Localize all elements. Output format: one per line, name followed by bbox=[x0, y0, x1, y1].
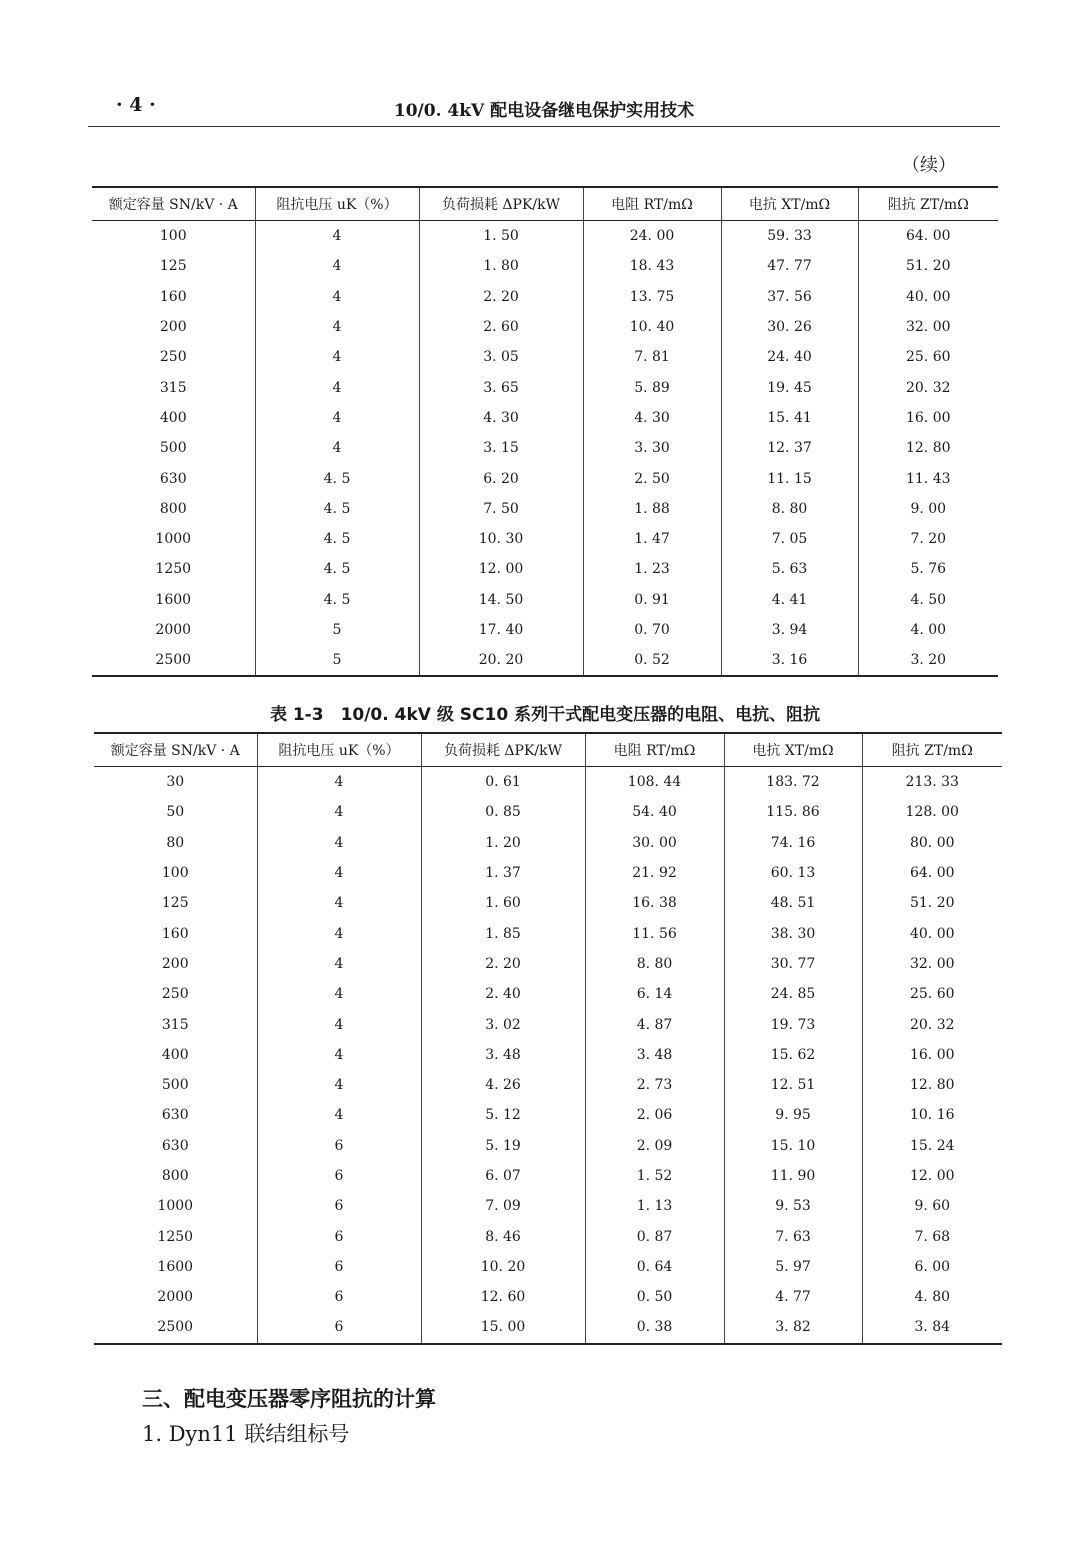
table-cell: 25. 60 bbox=[862, 979, 1002, 1009]
table-cell: 11. 90 bbox=[724, 1161, 862, 1191]
table-cell: 1250 bbox=[155, 561, 192, 578]
table-cell: 3. 02 bbox=[421, 1009, 585, 1039]
table-cell: 2. 09 bbox=[585, 1131, 724, 1161]
table-row bbox=[94, 918, 1002, 948]
table-cell: 8. 46 bbox=[421, 1221, 585, 1251]
table-cell: 4 bbox=[255, 282, 419, 312]
table-cell: 24. 85 bbox=[724, 979, 862, 1009]
table-cell: 20. 20 bbox=[419, 645, 583, 676]
table-cell: 0. 52 bbox=[583, 645, 721, 676]
table-cell: 1. 50 bbox=[419, 221, 583, 252]
table-row bbox=[94, 1252, 1002, 1282]
table-cell: 40. 00 bbox=[858, 282, 998, 312]
table-cell: 4 bbox=[257, 979, 421, 1009]
table-cell: 8. 80 bbox=[585, 949, 724, 979]
table-cell: 4 bbox=[257, 767, 421, 798]
table-cell: 3. 84 bbox=[862, 1312, 1002, 1343]
table-cell: 48. 51 bbox=[724, 888, 862, 918]
table-cell: 74. 16 bbox=[724, 828, 862, 858]
table-cell: 6 bbox=[257, 1131, 421, 1161]
table-body bbox=[94, 767, 1002, 1344]
table-row bbox=[94, 797, 1002, 827]
table-cell: 6 bbox=[257, 1161, 421, 1191]
table-cell: 59. 33 bbox=[721, 221, 858, 252]
column-header: 阻抗 ZT/mΩ bbox=[858, 187, 998, 221]
table-row bbox=[92, 554, 998, 584]
table-cell: 1. 88 bbox=[583, 494, 721, 524]
table-cell: 1600 bbox=[155, 591, 192, 608]
table-cell: 3. 05 bbox=[419, 342, 583, 372]
table-cell: 4 bbox=[255, 403, 419, 433]
table-cell: 4. 77 bbox=[724, 1282, 862, 1312]
table-cell: 4 bbox=[257, 858, 421, 888]
table-cell: 0. 85 bbox=[421, 797, 585, 827]
table-cell: 1. 23 bbox=[583, 554, 721, 584]
table-cell: 51. 20 bbox=[858, 251, 998, 281]
table-cell: 8. 80 bbox=[721, 494, 858, 524]
column-header: 阻抗 ZT/mΩ bbox=[862, 733, 1002, 767]
table-cell: 9. 95 bbox=[724, 1100, 862, 1130]
table-cell: 3. 16 bbox=[721, 645, 858, 676]
table-cell: 9. 00 bbox=[858, 494, 998, 524]
table-row bbox=[94, 1040, 1002, 1070]
table-cell: 5. 19 bbox=[421, 1131, 585, 1161]
table-cell: 12. 80 bbox=[862, 1070, 1002, 1100]
table-cell: 9. 60 bbox=[862, 1191, 1002, 1221]
table-cell: 14. 50 bbox=[419, 585, 583, 615]
table-row bbox=[92, 524, 998, 554]
table-cell: 47. 77 bbox=[721, 251, 858, 281]
table-cell: 6. 07 bbox=[421, 1161, 585, 1191]
running-header bbox=[88, 92, 1000, 127]
table-cell: 3. 65 bbox=[419, 372, 583, 402]
table-cell: 7. 68 bbox=[862, 1221, 1002, 1251]
table-cell: 213. 33 bbox=[862, 767, 1002, 798]
table-cell: 11. 15 bbox=[721, 463, 858, 493]
table-cell: 24. 40 bbox=[721, 342, 858, 372]
table-cell: 800 bbox=[159, 500, 187, 517]
continued-label: （续） bbox=[902, 155, 956, 176]
table-cell: 1. 85 bbox=[421, 918, 585, 948]
table-cell: 19. 73 bbox=[724, 1009, 862, 1039]
table-cell: 16. 00 bbox=[862, 1040, 1002, 1070]
table-cell: 5 bbox=[255, 615, 419, 645]
table-caption: 表 1-3 10/0. 4kV 级 SC10 系列干式配电变压器的电阻、电抗、阻抗 bbox=[269, 705, 821, 725]
column-header: 负荷损耗 ΔPK/kW bbox=[419, 187, 583, 221]
table-cell: 30 bbox=[166, 774, 185, 791]
table-cell: 15. 10 bbox=[724, 1131, 862, 1161]
table-cell: 7. 63 bbox=[724, 1221, 862, 1251]
table-cell: 54. 40 bbox=[585, 797, 724, 827]
table-cell: 2. 20 bbox=[421, 949, 585, 979]
table-cell: 1. 37 bbox=[421, 858, 585, 888]
table-cell: 183. 72 bbox=[724, 767, 862, 798]
table-cell: 6 bbox=[257, 1221, 421, 1251]
table-cell: 4. 30 bbox=[419, 403, 583, 433]
table-cell: 37. 56 bbox=[721, 282, 858, 312]
table-cell: 3. 20 bbox=[858, 645, 998, 676]
table-row bbox=[92, 403, 998, 433]
table-row bbox=[94, 1009, 1002, 1039]
table-cell: 50 bbox=[166, 804, 185, 821]
table-cell: 12. 80 bbox=[858, 433, 998, 463]
table-cell: 6 bbox=[257, 1282, 421, 1312]
table-cell: 4. 5 bbox=[255, 463, 419, 493]
table-cell: 5. 12 bbox=[421, 1100, 585, 1130]
table-cell: 4. 5 bbox=[255, 585, 419, 615]
table-cell: 0. 64 bbox=[585, 1252, 724, 1282]
table-header-row bbox=[94, 733, 1002, 767]
column-header: 负荷损耗 ΔPK/kW bbox=[421, 733, 585, 767]
page-number: · 4 · bbox=[116, 94, 156, 116]
table-cell: 3. 30 bbox=[583, 433, 721, 463]
table-cell: 2000 bbox=[157, 1289, 194, 1306]
table-cell: 4 bbox=[257, 828, 421, 858]
table-cell: 5. 63 bbox=[721, 554, 858, 584]
table-cell: 400 bbox=[161, 1046, 189, 1063]
table-cell: 4 bbox=[255, 251, 419, 281]
table-cell: 2. 60 bbox=[419, 312, 583, 342]
table-cell: 1000 bbox=[157, 1198, 194, 1215]
table-cell: 0. 61 bbox=[421, 767, 585, 798]
table-cell: 3. 82 bbox=[724, 1312, 862, 1343]
table-cell: 4 bbox=[255, 312, 419, 342]
table-cell: 38. 30 bbox=[724, 918, 862, 948]
table-cell: 1250 bbox=[157, 1228, 194, 1245]
table-cell: 128. 00 bbox=[862, 797, 1002, 827]
table-cell: 2. 50 bbox=[583, 463, 721, 493]
table-row bbox=[92, 494, 998, 524]
table-row bbox=[92, 463, 998, 493]
table-cell: 15. 00 bbox=[421, 1312, 585, 1343]
table-cell: 16. 38 bbox=[585, 888, 724, 918]
table-cell: 30. 26 bbox=[721, 312, 858, 342]
table-cell: 6. 14 bbox=[585, 979, 724, 1009]
table-cell: 7. 20 bbox=[858, 524, 998, 554]
table-row bbox=[94, 888, 1002, 918]
table-cell: 2. 20 bbox=[419, 282, 583, 312]
subsection-heading: 1. Dyn11 联结组标号 bbox=[142, 1422, 350, 1446]
table-cell: 15. 24 bbox=[862, 1131, 1002, 1161]
table-cell: 4 bbox=[257, 797, 421, 827]
table-cell: 21. 92 bbox=[585, 858, 724, 888]
table-cell: 10. 30 bbox=[419, 524, 583, 554]
table-body bbox=[92, 221, 998, 677]
column-header: 电抗 XT/mΩ bbox=[724, 733, 862, 767]
table-row bbox=[94, 1312, 1002, 1343]
table-row bbox=[92, 312, 998, 342]
table-cell: 2. 73 bbox=[585, 1070, 724, 1100]
table-cell: 3. 15 bbox=[419, 433, 583, 463]
table-cell: 5 bbox=[255, 645, 419, 676]
table-cell: 2500 bbox=[92, 645, 255, 676]
table-cell: 200 bbox=[161, 955, 189, 972]
table-row bbox=[94, 1131, 1002, 1161]
table-cell: 0. 70 bbox=[583, 615, 721, 645]
table-cell: 11. 56 bbox=[585, 918, 724, 948]
column-header: 阻抗电压 uK（%） bbox=[255, 187, 419, 221]
table-cell: 7. 50 bbox=[419, 494, 583, 524]
table-cell: 4. 41 bbox=[721, 585, 858, 615]
table-cell: 11. 43 bbox=[858, 463, 998, 493]
table-row bbox=[92, 372, 998, 402]
table-cell: 6. 00 bbox=[862, 1252, 1002, 1282]
table-cell: 200 bbox=[159, 319, 187, 336]
table-cell: 4. 87 bbox=[585, 1009, 724, 1039]
table-cell: 2. 06 bbox=[585, 1100, 724, 1130]
table-cell: 108. 44 bbox=[585, 767, 724, 798]
table-cell: 20. 32 bbox=[858, 372, 998, 402]
table-cell: 1000 bbox=[155, 531, 192, 548]
table-cell: 80. 00 bbox=[862, 828, 1002, 858]
table-cell: 3. 48 bbox=[421, 1040, 585, 1070]
section-heading: 三、配电变压器零序阻抗的计算 bbox=[142, 1387, 436, 1411]
column-header: 电阻 RT/mΩ bbox=[585, 733, 724, 767]
table-cell: 30. 00 bbox=[585, 828, 724, 858]
table-cell: 4 bbox=[255, 433, 419, 463]
table-row bbox=[92, 251, 998, 281]
table-cell: 4 bbox=[255, 372, 419, 402]
table-cell: 15. 41 bbox=[721, 403, 858, 433]
table-row bbox=[94, 1221, 1002, 1251]
table-cell: 5. 89 bbox=[583, 372, 721, 402]
table-cell: 16. 00 bbox=[858, 403, 998, 433]
table-cell: 160 bbox=[159, 288, 187, 305]
book-title: 10/0. 4kV 配电设备继电保护实用技术 bbox=[393, 101, 695, 121]
table-cell: 7. 09 bbox=[421, 1191, 585, 1221]
table-row bbox=[94, 858, 1002, 888]
table-row bbox=[94, 1070, 1002, 1100]
table-cell: 12. 00 bbox=[862, 1161, 1002, 1191]
table-cell: 315 bbox=[161, 1016, 189, 1033]
table-cell: 6 bbox=[257, 1191, 421, 1221]
table-row bbox=[92, 342, 998, 372]
table-cell: 12. 37 bbox=[721, 433, 858, 463]
table-cell: 115. 86 bbox=[724, 797, 862, 827]
table-cell: 30. 77 bbox=[724, 949, 862, 979]
table-cell: 250 bbox=[159, 349, 187, 366]
table-cell: 4. 30 bbox=[583, 403, 721, 433]
table-cell: 24. 00 bbox=[583, 221, 721, 252]
table-cell: 10. 20 bbox=[421, 1252, 585, 1282]
table-cell: 1. 47 bbox=[583, 524, 721, 554]
table-cell: 5. 97 bbox=[724, 1252, 862, 1282]
table-cell: 250 bbox=[161, 986, 189, 1003]
table-header-row bbox=[92, 187, 998, 221]
column-header: 电阻 RT/mΩ bbox=[583, 187, 721, 221]
table-cell: 1. 52 bbox=[585, 1161, 724, 1191]
table-cell: 2500 bbox=[94, 1312, 257, 1343]
table-row bbox=[94, 979, 1002, 1009]
table-row bbox=[92, 615, 998, 645]
table-cell: 7. 05 bbox=[721, 524, 858, 554]
table-cell: 160 bbox=[161, 925, 189, 942]
table-row bbox=[92, 221, 998, 252]
table-cell: 12. 60 bbox=[421, 1282, 585, 1312]
table-cell: 3. 94 bbox=[721, 615, 858, 645]
table-cell: 6. 20 bbox=[419, 463, 583, 493]
table-row bbox=[92, 645, 998, 676]
table-cell: 17. 40 bbox=[419, 615, 583, 645]
table-cell: 80 bbox=[166, 834, 185, 851]
table-cell: 4. 5 bbox=[255, 494, 419, 524]
table-row bbox=[92, 585, 998, 615]
table-cell: 800 bbox=[161, 1168, 189, 1184]
table-cell: 4. 26 bbox=[421, 1070, 585, 1100]
table-cell: 500 bbox=[161, 1077, 189, 1094]
table-cell: 1. 20 bbox=[421, 828, 585, 858]
table-row bbox=[94, 1282, 1002, 1312]
table-row bbox=[94, 1161, 1002, 1191]
table-cell: 0. 50 bbox=[585, 1282, 724, 1312]
table-cell: 4. 80 bbox=[862, 1282, 1002, 1312]
table-cell: 3. 48 bbox=[585, 1040, 724, 1070]
table-row bbox=[94, 1191, 1002, 1221]
table-1-2-continued bbox=[92, 186, 998, 677]
table-cell: 4. 5 bbox=[255, 554, 419, 584]
table-cell: 4 bbox=[257, 918, 421, 948]
table-cell: 630 bbox=[159, 470, 187, 487]
table-cell: 1600 bbox=[157, 1258, 194, 1275]
table-cell: 6 bbox=[257, 1312, 421, 1343]
table-cell: 25. 60 bbox=[858, 342, 998, 372]
table-cell: 4 bbox=[257, 1100, 421, 1130]
table-row bbox=[94, 1100, 1002, 1130]
column-header: 电抗 XT/mΩ bbox=[721, 187, 858, 221]
table-cell: 4 bbox=[257, 1040, 421, 1070]
table-cell: 19. 45 bbox=[721, 372, 858, 402]
table-cell: 1. 80 bbox=[419, 251, 583, 281]
table-cell: 12. 51 bbox=[724, 1070, 862, 1100]
table-cell: 2. 40 bbox=[421, 979, 585, 1009]
table-cell: 0. 91 bbox=[583, 585, 721, 615]
table-cell: 400 bbox=[159, 409, 187, 426]
column-header: 额定容量 SN/kV · A bbox=[94, 733, 257, 767]
table-cell: 7. 81 bbox=[583, 342, 721, 372]
table-cell: 20. 32 bbox=[862, 1009, 1002, 1039]
table-cell: 4 bbox=[255, 221, 419, 252]
table-cell: 0. 38 bbox=[585, 1312, 724, 1343]
table-cell: 40. 00 bbox=[862, 918, 1002, 948]
table-row bbox=[94, 949, 1002, 979]
table-cell: 0. 87 bbox=[585, 1221, 724, 1251]
table-cell: 6 bbox=[257, 1252, 421, 1282]
table-cell: 1. 13 bbox=[585, 1191, 724, 1221]
table-cell: 64. 00 bbox=[862, 858, 1002, 888]
table-cell: 18. 43 bbox=[583, 251, 721, 281]
table-cell: 4 bbox=[257, 1070, 421, 1100]
table-cell: 10. 40 bbox=[583, 312, 721, 342]
table-cell: 4 bbox=[255, 342, 419, 372]
table-cell: 4. 50 bbox=[858, 585, 998, 615]
table-cell: 32. 00 bbox=[858, 312, 998, 342]
column-header: 阻抗电压 uK（%） bbox=[257, 733, 421, 767]
table-cell: 64. 00 bbox=[858, 221, 998, 252]
table-cell: 500 bbox=[159, 440, 187, 457]
table-cell: 4 bbox=[257, 1009, 421, 1039]
table-cell: 12. 00 bbox=[419, 554, 583, 584]
table-cell: 125 bbox=[159, 258, 187, 275]
table-cell: 4. 5 bbox=[255, 524, 419, 554]
table-cell: 51. 20 bbox=[862, 888, 1002, 918]
table-cell: 15. 62 bbox=[724, 1040, 862, 1070]
table-cell: 9. 53 bbox=[724, 1191, 862, 1221]
table-cell: 4 bbox=[257, 949, 421, 979]
table-cell: 2000 bbox=[155, 622, 192, 638]
table-row bbox=[94, 767, 1002, 798]
table-cell: 630 bbox=[161, 1137, 189, 1154]
table-1-3 bbox=[94, 732, 1002, 1345]
table-cell: 10. 16 bbox=[862, 1100, 1002, 1130]
table-cell: 315 bbox=[159, 379, 187, 396]
column-header: 额定容量 SN/kV · A bbox=[92, 187, 255, 221]
table-cell: 4. 00 bbox=[858, 615, 998, 645]
table-cell: 100 bbox=[159, 228, 187, 245]
table-row bbox=[92, 282, 998, 312]
table-cell: 630 bbox=[161, 1107, 189, 1124]
table-cell: 32. 00 bbox=[862, 949, 1002, 979]
table-row bbox=[92, 433, 998, 463]
table-cell: 13. 75 bbox=[583, 282, 721, 312]
table-cell: 5. 76 bbox=[858, 554, 998, 584]
table-cell: 1. 60 bbox=[421, 888, 585, 918]
table-cell: 125 bbox=[161, 895, 189, 912]
table-cell: 60. 13 bbox=[724, 858, 862, 888]
table-row bbox=[94, 828, 1002, 858]
table-cell: 4 bbox=[257, 888, 421, 918]
table-cell: 100 bbox=[161, 865, 189, 882]
